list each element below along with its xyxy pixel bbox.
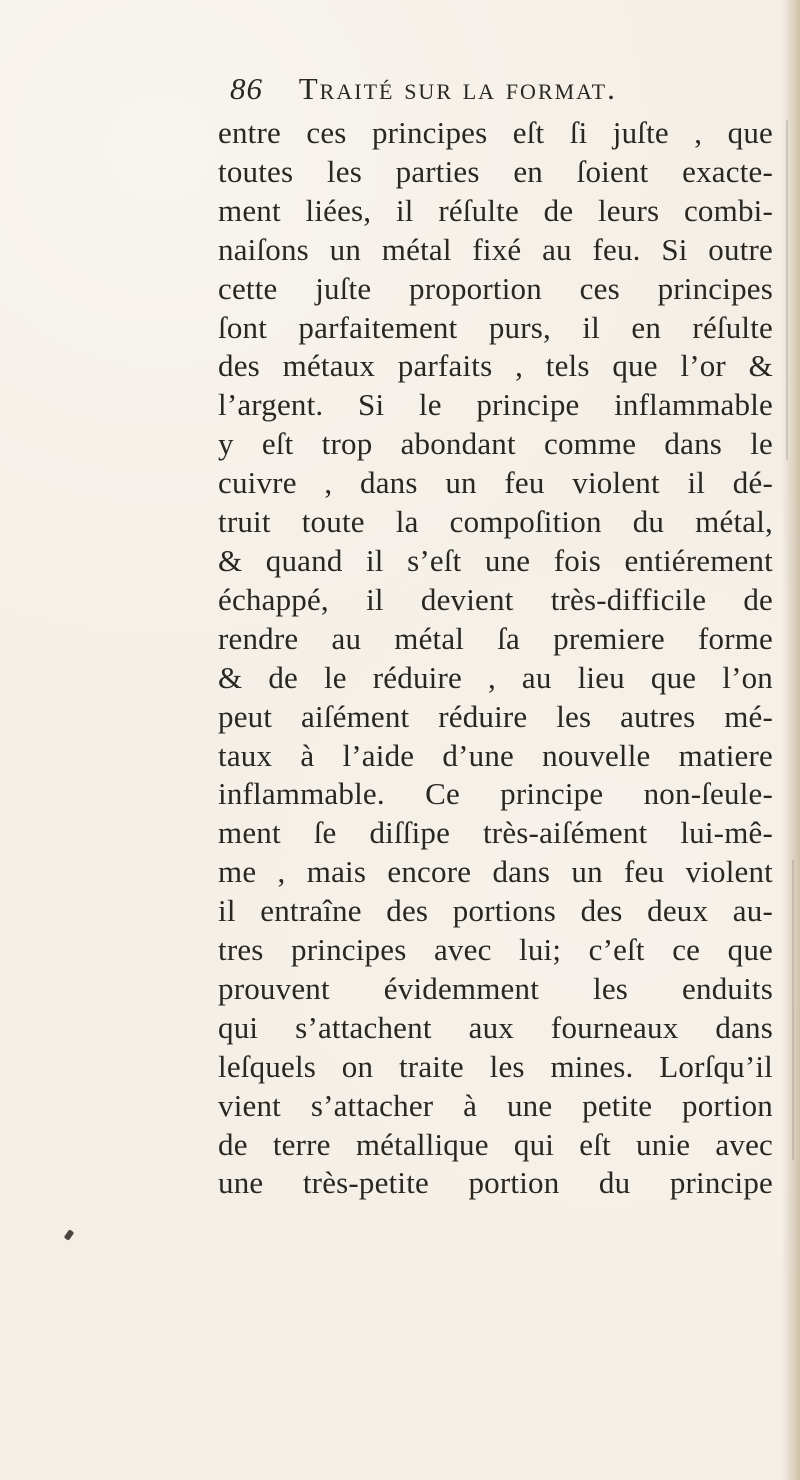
paper-crease: [792, 860, 794, 1160]
text-line: ment liées, il réſulte de leurs combi-: [218, 192, 773, 228]
page-number: 86: [230, 71, 263, 106]
text-line: entre ces principes eſt ſi juſte , que: [218, 115, 773, 150]
page-header: [230, 72, 790, 106]
text-line: & quand il s’eſt une fois entiérement: [218, 542, 773, 578]
text-line: taux à l’aide d’une nouvelle matiere: [218, 737, 773, 773]
page-edge-shadow: [782, 0, 800, 1480]
text-line: me , mais encore dans un feu violent: [218, 854, 773, 890]
text-line: inflammable. Ce principe non-ſeule-: [218, 776, 773, 812]
text-line: échappé, il devient très-difficile de: [218, 581, 773, 617]
text-line: ment ſe diſſipe très-aiſément lui-mê-: [218, 815, 773, 851]
text-line: rendre au métal ſa premiere forme: [218, 620, 773, 656]
text-line: y eſt trop abondant comme dans le: [218, 426, 773, 462]
running-title: Traité sur la format.: [298, 71, 617, 106]
text-line: de terre métallique qui eſt unie avec: [218, 1126, 773, 1162]
text-line: vient s’attacher à une petite portion: [218, 1087, 773, 1123]
text-line: toutes les parties en ſoient exacte-: [218, 153, 773, 189]
body-text: [218, 114, 773, 1203]
text-line: prouvent évidemment les enduits: [218, 970, 773, 1006]
paper-crease: [786, 120, 788, 460]
text-line: naiſons un métal fixé au feu. Si outre: [218, 231, 773, 267]
text-line: cette juſte proportion ces principes: [218, 270, 773, 306]
text-line: cuivre , dans un feu violent il dé-: [218, 465, 773, 501]
text-line: l’argent. Si le principe inflammable: [218, 387, 773, 423]
text-line: leſquels on traite les mines. Lorſqu’il: [218, 1048, 773, 1084]
ink-blot: [64, 1229, 75, 1241]
text-line: truit toute la compoſition du métal,: [218, 504, 773, 540]
text-line: peut aiſément réduire les autres mé-: [218, 698, 773, 734]
text-line: ſont parfaitement purs, il en réſulte: [218, 309, 773, 345]
text-line: une très-petite portion du principe: [218, 1165, 773, 1201]
text-line: qui s’attachent aux fourneaux dans: [218, 1009, 773, 1045]
text-line: il entraîne des portions des deux au-: [218, 893, 773, 929]
text-line: tres principes avec lui; c’eſt ce que: [218, 932, 773, 968]
text-line: des métaux parfaits , tels que l’or &: [218, 348, 773, 384]
text-line: & de le réduire , au lieu que l’on: [218, 659, 773, 695]
